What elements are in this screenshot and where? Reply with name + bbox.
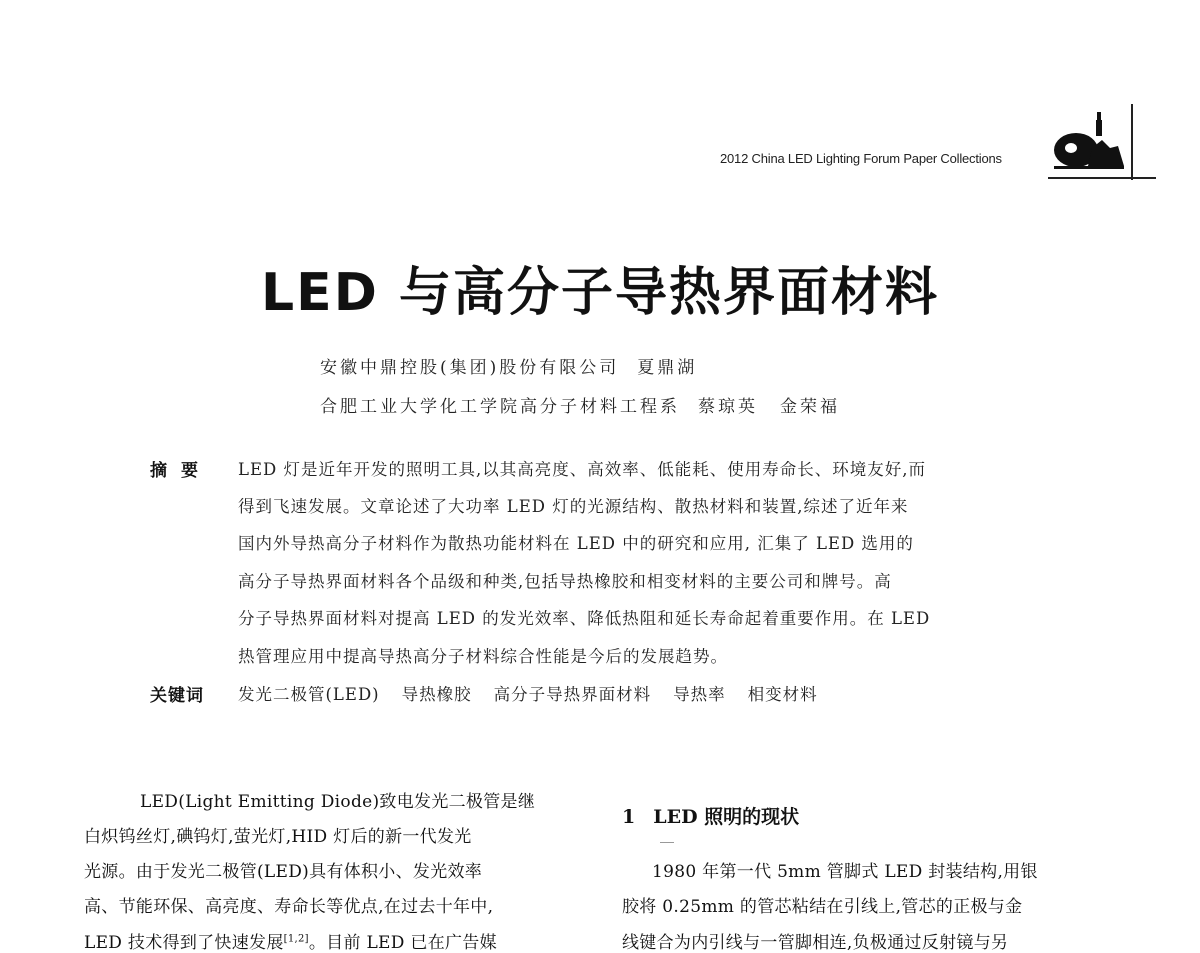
abstract-label: 摘要 xyxy=(150,461,212,481)
keyword: 导热橡胶 xyxy=(401,685,472,704)
body-text: LED 技术得到了快速发展 xyxy=(84,933,284,953)
section-number: 1 xyxy=(622,806,636,828)
keywords-list xyxy=(238,681,840,705)
author-name: 蔡琼英 xyxy=(698,397,758,417)
body-line: 光源。由于发光二极管(LED)具有体积小、发光效率 xyxy=(84,862,483,882)
author-name: 夏鼎湖 xyxy=(637,358,698,378)
body-line: 白炽钨丝灯,碘钨灯,萤光灯,HID 灯后的新一代发光 xyxy=(84,827,472,847)
section-heading xyxy=(622,802,799,829)
body-line: LED(Light Emitting Diode)致电发光二极管是继 xyxy=(140,792,536,812)
keyword: 发光二极管(LED) xyxy=(238,685,380,704)
body-line: 高、节能环保、高亮度、寿命长等优点,在过去十年中, xyxy=(84,897,494,917)
keyword: 导热率 xyxy=(673,685,726,704)
keywords-label: 关键词 xyxy=(150,686,204,706)
header-vertical-rule xyxy=(1131,104,1133,180)
body-text: 。目前 LED 已在广告媒 xyxy=(308,933,497,953)
keyword: 相变材料 xyxy=(747,685,818,704)
body-line-with-citation xyxy=(84,928,497,953)
paper-title: LED 与高分子导热界面材料 xyxy=(261,263,939,323)
keyword: 高分子导热界面材料 xyxy=(493,685,652,704)
body-line: 胶将 0.25mm 的管芯粘结在引线上,管芯的正极与金 xyxy=(622,897,1023,917)
abstract-line: 高分子导热界面材料各个品级和种类,包括导热橡胶和相变材料的主要公司和牌号。高 xyxy=(238,572,892,591)
citation: [1,2] xyxy=(283,933,309,945)
abstract-line: LED 灯是近年开发的照明工具,以其高亮度、高效率、低能耗、使用寿命长、环境友好,而 xyxy=(238,460,926,479)
section-divider xyxy=(660,842,674,843)
affiliation-1: 安徽中鼎控股(集团)股份有限公司 xyxy=(320,358,620,378)
author-line-1 xyxy=(320,353,697,378)
body-line: 线键合为内引线与一管脚相连,负极通过反射镜与另 xyxy=(622,933,1009,953)
section-title: LED 照明的现状 xyxy=(653,806,800,828)
abstract-line: 热管理应用中提高导热高分子材料综合性能是今后的发展趋势。 xyxy=(238,647,728,666)
body-line: 1980 年第一代 5mm 管脚式 LED 封装结构,用银 xyxy=(652,862,1038,882)
abstract-line: 分子导热界面材料对提高 LED 的发光效率、降低热阻和延长寿命起着重要作用。在 LED xyxy=(238,609,931,628)
abstract-line: 得到飞速发展。文章论述了大功率 LED 灯的光源结构、散热材料和装置,综述了近年来 xyxy=(238,497,909,516)
running-header: 2012 China LED Lighting Forum Paper Collections xyxy=(720,151,1002,166)
author-line-2 xyxy=(320,392,840,417)
header-horizontal-rule xyxy=(1048,177,1156,179)
author-name: 金荣福 xyxy=(780,397,840,417)
abstract-line: 国内外导热高分子材料作为散热功能材料在 LED 中的研究和应用, 汇集了 LED 选用的 xyxy=(238,534,914,553)
lamp-logo-icon xyxy=(1052,108,1126,174)
affiliation-2: 合肥工业大学化工学院高分子材料工程系 xyxy=(320,397,680,417)
